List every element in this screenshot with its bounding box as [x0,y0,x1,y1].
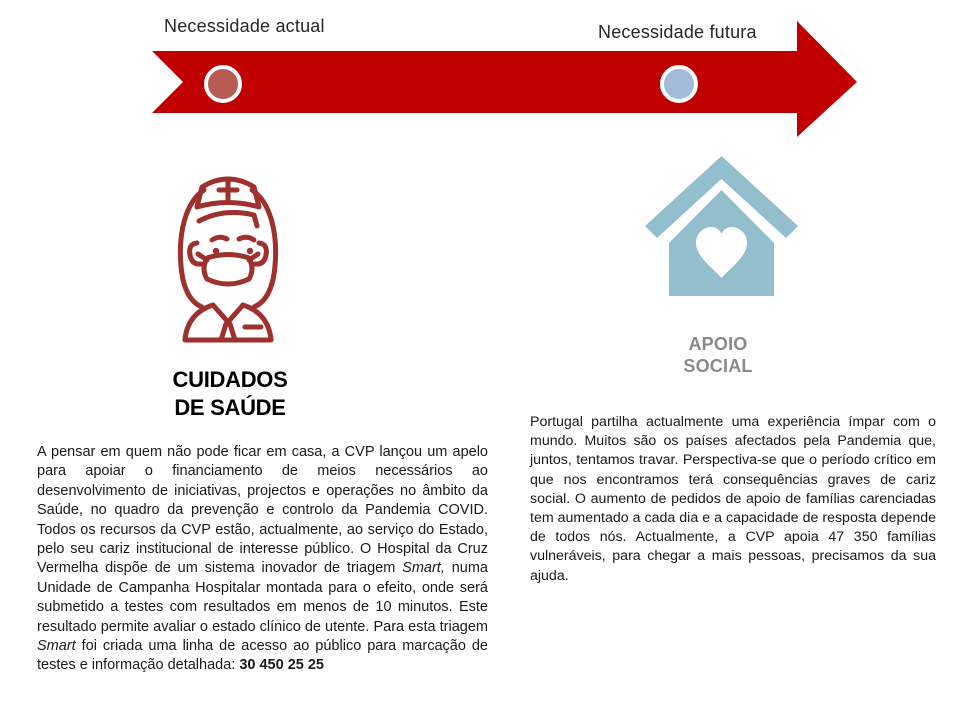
health-par-run5: foi criada uma linha de acesso ao público para marcação de testes e informação detalhada: [37,638,488,674]
nurse-brow-right [239,237,254,240]
nurse-mask-strap-right [249,254,258,260]
nurse-collar [213,305,243,322]
nurse-mask-strap-left [198,254,207,260]
health-par-run3: numa Unidade de Campanha Hospitalar montada para o efeito, onde será submetido a testes com resultados em menos de 10 minutos. Este resultado permite avaliar o estado clínico de utente. Para esta triagem [37,560,488,635]
timeline-arrow [0,0,960,150]
health-paragraph [37,443,488,676]
nurse-eye-right [247,248,253,254]
nurse-eye-left [213,248,219,254]
nurse-hairline [199,213,257,226]
timeline-label-future: Necessidade futura [598,22,757,42]
social-title [640,333,796,377]
nurse-brow-left [212,237,227,240]
social-title-line2: SOCIAL [683,356,753,376]
nurse-mask [204,255,252,285]
nurse-cap-cross [219,181,237,199]
health-title [120,366,340,422]
health-title-line1: CUIDADOS [172,367,288,392]
nurse-shoulder-right [243,305,271,339]
nurse-icon [166,156,290,344]
health-title-line2: DE SAÚDE [174,395,286,420]
house-heart-icon [643,156,800,296]
timeline-label-current: Necessidade actual [164,16,325,36]
nurse-shoulder-left [185,305,213,339]
marker-current [206,67,240,101]
social-title-line1: APOIO [688,334,748,354]
marker-future [662,67,696,101]
health-par-phone: 30 450 25 25 [239,657,324,674]
health-par-smart1: Smart, [402,560,445,577]
social-paragraph: Portugal partilha actualmente uma experiência ímpar com o mundo. Muitos são os países afectados pela Pandemia que, juntos, tentamos travar. Perspectiva-se que o período crítico em que nos encontramos terá consequências graves de cariz social. O aumento de pedidos de apoio de famílias carenciadas tem aumentado a cada dia e a capacidade de resposta depende de todos nós. Actualmente, a CVP apoia 47 350 famílias vulneráveis, para chegar a mais pessoas, precisamos da sua ajuda. [530,414,936,584]
health-par-run1: A pensar em quem não pode ficar em casa, a CVP lançou um apelo para apoiar o financiamento de meios necessários ao desenvolvimento de iniciativas, projectos e operações no âmbito da Saúde, no quadro da prevenção e controlo da Pandemia COVID. Todos os recursos da CVP estão, actualmente, ao serviço do Estado, pelo seu cariz institucional de interesse público. O Hospital da Cruz Vermelha dispõe de um sistema inovador de triagem [37,444,488,577]
health-par-smart2: Smart [37,638,76,655]
